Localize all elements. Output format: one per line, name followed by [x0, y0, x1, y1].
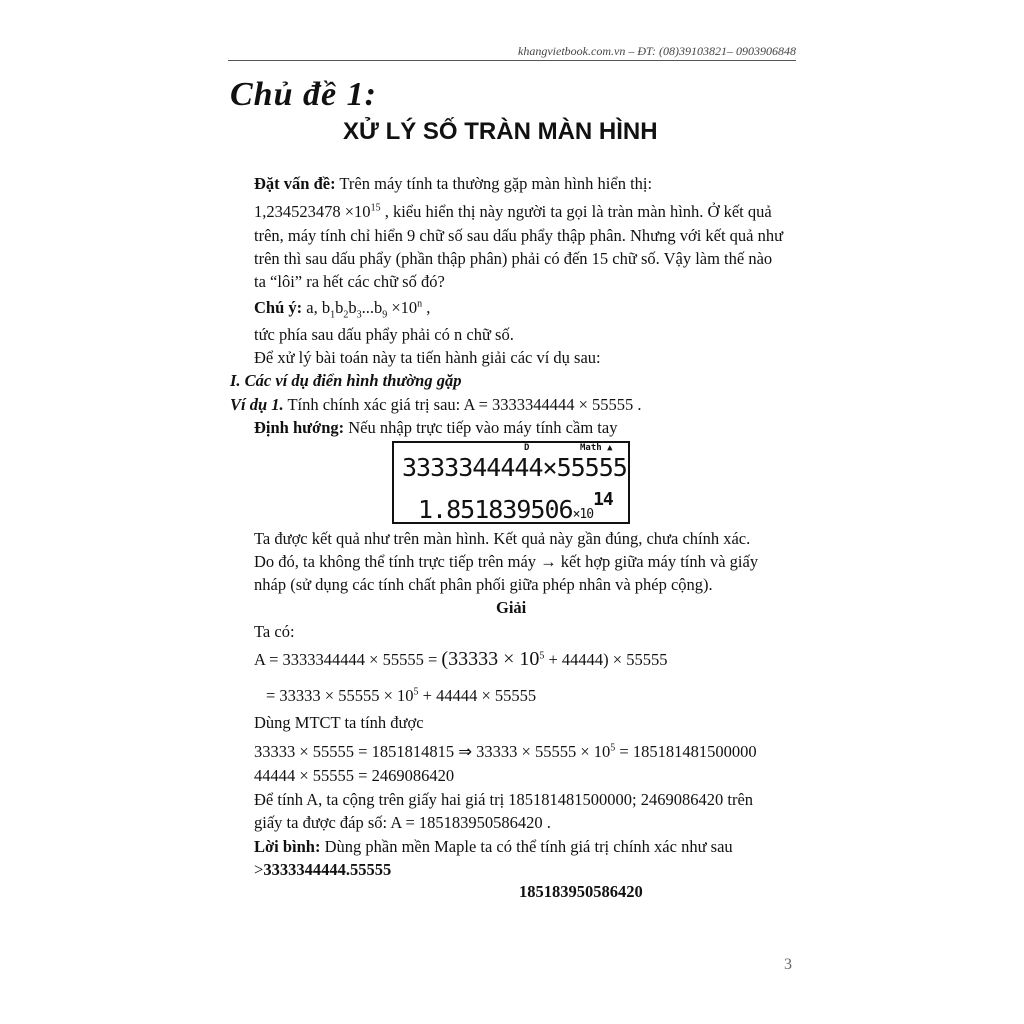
intro-line-4: trên thì sau dấu phẩy (phần thập phân) phải có đến 15 chữ số. Vậy làm thế nào: [254, 249, 773, 268]
math-indicator: Math ▲: [580, 443, 613, 453]
intro-lead: Đặt vấn đề:: [254, 174, 336, 193]
maple-prompt: >: [254, 860, 264, 879]
intro-text: Trên máy tính ta thường gặp màn hình hiển thị:: [335, 174, 653, 193]
comment-line: [254, 835, 733, 858]
after-line-1: Ta được kết quả như trên màn hình. Kết quả này gần đúng, chưa chính xác.: [254, 529, 751, 548]
example-lead: Ví dụ 1.: [230, 395, 284, 414]
solution-intro: Ta có:: [254, 622, 295, 641]
example-1: [230, 393, 642, 416]
intro-line-1: [254, 172, 652, 195]
comment-text: Dùng phần mền Maple ta có thể tính giá trị chính xác như sau: [320, 837, 733, 856]
intro-line-5: ta “lôi” ra hết các chữ số đó?: [254, 272, 445, 291]
equation-4: 44444 × 55555 = 2469086420: [254, 766, 455, 785]
mtct-line: Dùng MTCT ta tính được: [254, 713, 424, 732]
solution-line-5: Để tính A, ta cộng trên giấy hai giá trị 185181481500000; 2469086420 trên: [254, 790, 754, 809]
header-text: khangvietbook.com.vn – ĐT: (08)39103821– 0903906848: [518, 44, 796, 58]
calculator-result: [418, 489, 613, 524]
maple-command: [254, 858, 391, 881]
note-lead: Chú ý:: [254, 298, 303, 317]
chapter-label: Chủ đề 1:: [230, 76, 377, 113]
maple-result: 185183950586420: [519, 882, 643, 901]
orientation-text: Nếu nhập trực tiếp vào máy tính cầm tay: [344, 418, 618, 437]
header-divider: [228, 60, 796, 61]
note-line-2: tức phía sau dấu phẩy phải có n chữ số.: [254, 325, 514, 344]
orientation-line: [254, 416, 617, 439]
chapter-title: XỬ LÝ SỐ TRÀN MÀN HÌNH: [343, 118, 658, 145]
result-mantissa: 1.851839506: [418, 495, 573, 524]
intro-line-2: [254, 200, 772, 223]
comment-lead: Lời bình:: [254, 837, 321, 856]
intro-line-2-text: , kiểu hiển thị này người ta gọi là tràn màn hình. Ở kết quả: [380, 202, 772, 221]
result-exponent: 14: [593, 489, 613, 510]
equation-1: $A = 3333344444 \times 55555 = (33333 \times 10^5 + 44444) \times 55555$: [254, 648, 668, 670]
after-line-3: nháp (sử dụng các tính chất phân phối giữa phép nhân và phép cộng).: [254, 575, 713, 594]
page-number: 3: [784, 956, 792, 973]
equation-2: = $33333 \times 55555 \times 10^5 + 44444 \times 55555$: [266, 686, 537, 705]
maple-input: 3333344444.55555: [263, 860, 392, 879]
example-text: Tính chính xác giá trị sau: A = 3333344444 × 55555 .: [283, 395, 642, 414]
deg-indicator: D: [524, 443, 530, 453]
after-line-2: Do đó, ta không thể tính trực tiếp trên máy → kết hợp giữa máy tính và giấy: [254, 552, 759, 571]
solution-line-6: giấy ta được đáp số: A = 185183950586420 .: [254, 813, 551, 832]
note-line-1: Chú ý: a, $b_1b_2b_3...b_9 \times 10^n$ ,: [254, 298, 431, 321]
calculator-screen: [392, 441, 630, 524]
solution-heading: Giải: [496, 598, 527, 617]
equation-3: 33333 × 55555 = 1851814815 ⇒ $33333 \times 55555 \times 10^5 = 185181481500000$: [254, 742, 757, 761]
result-times-ten: ×10: [572, 507, 594, 522]
overflow-number: 1,234523478 ×10: [254, 202, 371, 221]
orientation-lead: Định hướng:: [254, 418, 345, 437]
section-heading: I. Các ví dụ điển hình thường gặp: [230, 371, 462, 390]
calculator-input: 3333344444×55555: [402, 453, 627, 482]
note-line-3: Để xử lý bài toán này ta tiến hành giải các ví dụ sau:: [254, 348, 601, 367]
overflow-exponent: 15: [370, 202, 381, 214]
intro-line-3: trên, máy tính chỉ hiển 9 chữ số sau dấu phẩy thập phân. Nhưng với kết quả như: [254, 226, 784, 245]
